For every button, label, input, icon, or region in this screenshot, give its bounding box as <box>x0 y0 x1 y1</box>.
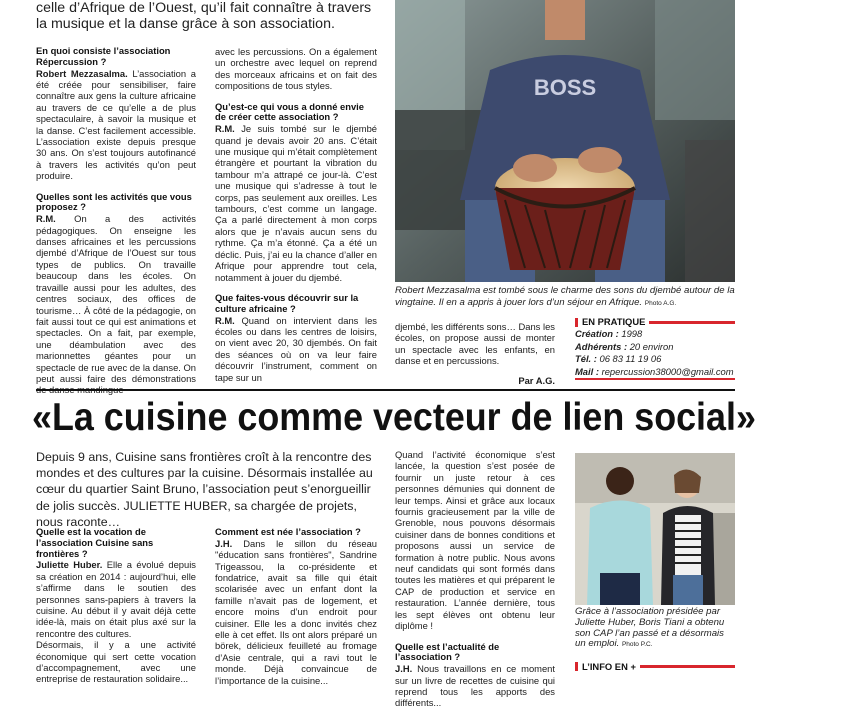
svg-text:BOSS: BOSS <box>533 75 597 100</box>
intro-line: celle d’Afrique de l’Ouest, qu’il fait connaître à travers <box>36 0 372 16</box>
info-label: Mail : <box>575 365 599 377</box>
answer-text: Je suis tombé sur le djembé quand je devais avoir 20 ans. C’était une musique qui m’était complètement étrangère et pourtant la vibration du tambour m’a attrapé ce jour-là. C’est une musique qui s’adresse à tout le corps, pas seulement aux oreilles. Les tambours, c’est comme un langage. Ça a parlé directement à mon corps alors que je n’avais aucun sens du rythme. Ça m’a étonné. Ça a été un déclic. Puis, j’ai eu la chance d’aller en Afrique pour apprendre tout cela, notamment à jouer du djembé. <box>215 123 377 283</box>
interview-answer <box>215 538 377 686</box>
article-column-6 <box>395 449 555 709</box>
info-value: 1998 <box>618 328 643 340</box>
answer-text: Quand l’activité économique s’est lancée, la question s’est posée de fournir un juste retour à ces personnes démunies qui donnent de leur temps. Ainsi et grâce aux locaux fournis gracieusement par la ville de Grenoble, nous pouvons désormais cuisiner dans de bonnes conditions et proposons aussi un service de formation à notre public. Nous avons neuf candidats qui sont formés dans toutes les matières et qui préparent le CAP de production et service en restauration. L’année dernière, tous les sept élèves ont obtenu leur diplôme ! <box>395 449 555 632</box>
header-rule <box>640 665 735 668</box>
answer-text: Dans le sillon du réseau "éducation sans frontières", Sandrine Trigeassou, la co-présidente et fondatrice, avait sa fille qui était scolarisée avec un enfant dont la famille n’avait pas de logement, et encore moins d’un endroit pour cuisiner. Elle les a donc invités chez elle à cet effet. Ils ont alors préparé un börek, délicieux feuilleté au fromage d’Asie centrale, qui a ravi tout le monde. Déjà convaincue de l’importance de la cuisine... <box>215 537 377 686</box>
speaker-name: R.M. <box>215 123 235 135</box>
interview-answer <box>36 559 196 639</box>
article-intro <box>36 0 386 32</box>
box-header <box>575 316 735 328</box>
speaker-name: J.H. <box>215 537 233 549</box>
info-label: Tél. : <box>575 353 597 365</box>
people-illustration <box>575 453 735 605</box>
interview-question: Qu’est-ce qui vous a donné envie de créer cette association ? <box>215 100 364 123</box>
photo-caption <box>575 607 735 651</box>
article-headline: «La cuisine comme vecteur de lien social» <box>32 396 756 439</box>
info-row <box>575 353 735 365</box>
header-marker <box>575 318 578 327</box>
article-column-3 <box>395 321 555 386</box>
interview-question: Comment est née l’association ? <box>215 526 361 537</box>
info-en-plus-box <box>575 661 735 672</box>
box-bottom-rule <box>575 378 735 380</box>
interview-answer <box>36 213 196 396</box>
photo-two-people <box>575 453 735 605</box>
header-rule <box>649 321 735 324</box>
box-header-label: L’INFO EN + <box>582 661 636 672</box>
article-signature: Par A.G. <box>518 374 555 386</box>
article-column-5 <box>215 527 377 686</box>
interview-question: Quelle est la vocation de l’association Cuisine sans frontières ? <box>36 526 154 559</box>
answer-text: On a des activités pédagogiques. On enseigne les danses africaines et les percussions djembé d’Afrique de l’Ouest sur tous types de publics. On travaille beaucoup dans les écoles. On travaille aussi pour les adultes, des centres sociaux, des offices de tourisme… À côté de la pédagogie, on fait aussi tout ce qui est animations et spectacles. On a fait, par exemple, une déambulation avec des marionnettes géantes pour un spectacle de rue avec de la danse. On peut aussi faire des démonstrations <box>36 213 196 384</box>
box-header <box>575 661 735 672</box>
answer-text: djembé, les différents sons… Dans les écoles, on propose aussi de monter un spectacle avec les enfants, en danse et en percussions. <box>395 321 555 367</box>
answer-text: Elle a évolué depuis sa création en 2014 : aujourd’hui, elle s’affirme dans le soutien des personnes sans-papiers à travers la cuisine. Au début il y avait déjà cette idée-là, mais on était plus axé sur la rencontre des cultures. <box>36 559 196 639</box>
answer-text: Nous travaillons en ce moment sur un livre de recettes de cuisine qui reprend tous les apports des différents... <box>395 663 555 709</box>
intro-line: la musique et la danse grâce à son association. <box>36 16 335 32</box>
speaker-name: J.H. <box>395 663 413 675</box>
interview-answer <box>215 123 377 283</box>
box-header-label: EN PRATIQUE <box>582 316 646 327</box>
info-value: 20 environ <box>627 340 674 352</box>
info-value: repercussion38000@gmail.com <box>598 365 734 377</box>
info-label: Adhérents : <box>575 340 628 352</box>
en-pratique-box <box>575 316 735 378</box>
answer-text: Quand on intervient dans les écoles ou dans les centres de loisirs, on vient avec 20, 30 djembés. On fait des séances où on va leur faire découvrir l’instrument, comment on tape sur un <box>215 314 377 383</box>
speaker-name: R.M. <box>215 314 235 326</box>
caption-text: Grâce à l’association présidée par Juliette Huber, Boris Tiani a obtenu son CAP l’an passé et a désormais un emploi. <box>575 606 725 650</box>
info-row <box>575 328 735 340</box>
photo-credit: Photo A.G. <box>644 299 677 307</box>
interview-question: En quoi consiste l’association Répercussion ? <box>36 45 171 67</box>
photo-credit: Photo P.C. <box>621 641 653 649</box>
info-value: 06 83 11 19 06 <box>596 353 662 365</box>
drummer-illustration <box>395 0 735 282</box>
article-column-4 <box>36 527 196 685</box>
speaker-name: R.M. <box>36 213 56 225</box>
info-label: Création : <box>575 328 619 340</box>
article-column-2 <box>215 46 377 383</box>
article-divider <box>36 389 735 391</box>
answer-text: Désormais, il y a une activité économique qui sert cette vocation d’accompagnement, avec une entreprise de restauration solidaire... <box>36 639 196 685</box>
photo-drummer <box>395 0 735 282</box>
interview-question: Quelle est l’actualité de l’association ? <box>395 640 500 663</box>
header-marker <box>575 662 578 671</box>
interview-question: Que faites-vous découvrir sur la culture africaine ? <box>215 291 359 314</box>
interview-answer <box>215 315 377 383</box>
speaker-name: Juliette Huber. <box>36 559 103 571</box>
info-row <box>575 341 735 353</box>
interview-answer <box>395 663 555 709</box>
article-column-1 <box>36 46 196 396</box>
interview-question: Quelles sont les activités que vous proposez ? <box>36 190 192 213</box>
answer-text: L’association a été créée pour sensibiliser, faire connaître aux gens la culture africaine au travers de ce qu’elle a de plus spectaculaire, à savoir la musique et la danse. C’est facilement accessible. L’association existe depuis presque 30 ans. On s’est toujours autofinancé à travers les activités qu’on peut produire. <box>36 67 196 182</box>
photo-caption <box>395 285 735 309</box>
info-row <box>575 366 735 378</box>
caption-text: Robert Mezzasalma est tombé sous le charme des sons du djembé autour de la vingtaine. Il en a appris à jouer lors d’un séjour en Afrique. <box>395 285 735 308</box>
answer-text: avec les percussions. On a également un orchestre avec lequel on reprend des morceaux africains et on fait des compositions de tous styles. <box>215 46 377 92</box>
speaker-name: Robert Mezzasalma. <box>36 67 128 79</box>
interview-answer <box>36 68 196 182</box>
article-intro: Depuis 9 ans, Cuisine sans frontières croît à la rencontre des mondes et des cultures par la cuisine. Désormais installée au cœur du quartier Saint Bruno, l’association peut s’enorgueillir de jolis succès. JULIETTE HUBER, sa chargée de projets, nous raconte… <box>36 450 373 529</box>
